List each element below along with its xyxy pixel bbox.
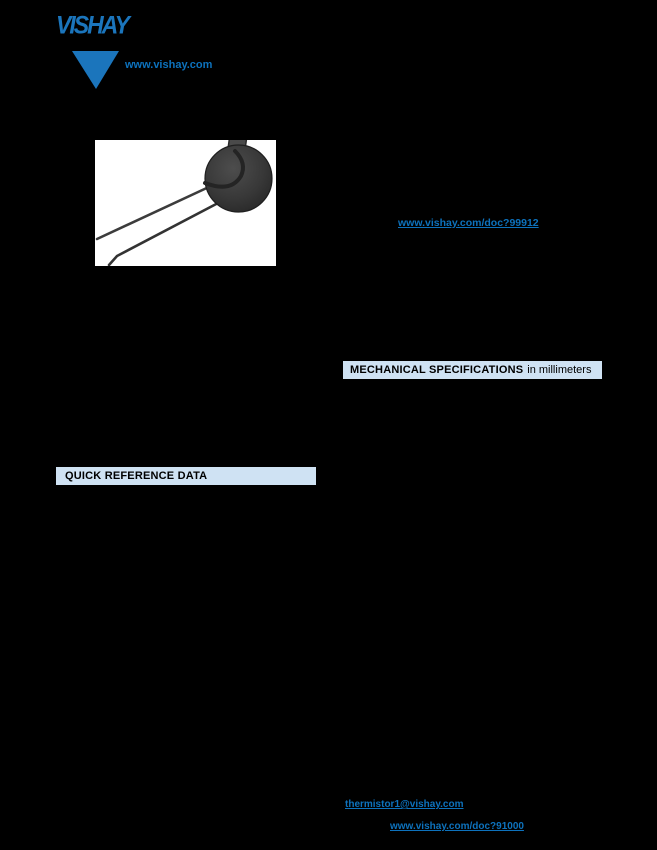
mechanical-specifications-title: MECHANICAL SPECIFICATIONS — [350, 364, 524, 376]
product-photo — [95, 140, 276, 266]
material-categorization-link[interactable]: www.vishay.com/doc?99912 — [398, 217, 539, 229]
technical-contact-email-link[interactable]: thermistor1@vishay.com — [345, 799, 464, 810]
vishay-triangle-icon — [72, 50, 119, 89]
mechanical-specifications-header — [342, 360, 603, 380]
mechanical-specifications-unit: in millimeters — [527, 364, 592, 376]
vishay-site-link[interactable]: www.vishay.com — [125, 59, 213, 71]
quick-reference-data-header — [55, 466, 317, 486]
disclaimer-document-link[interactable]: www.vishay.com/doc?91000 — [390, 821, 524, 832]
quick-reference-data-title: QUICK REFERENCE DATA — [65, 470, 208, 482]
vishay-logo-wordmark: VISHAY — [56, 11, 128, 40]
thermistor-photo-graphic — [95, 140, 276, 266]
